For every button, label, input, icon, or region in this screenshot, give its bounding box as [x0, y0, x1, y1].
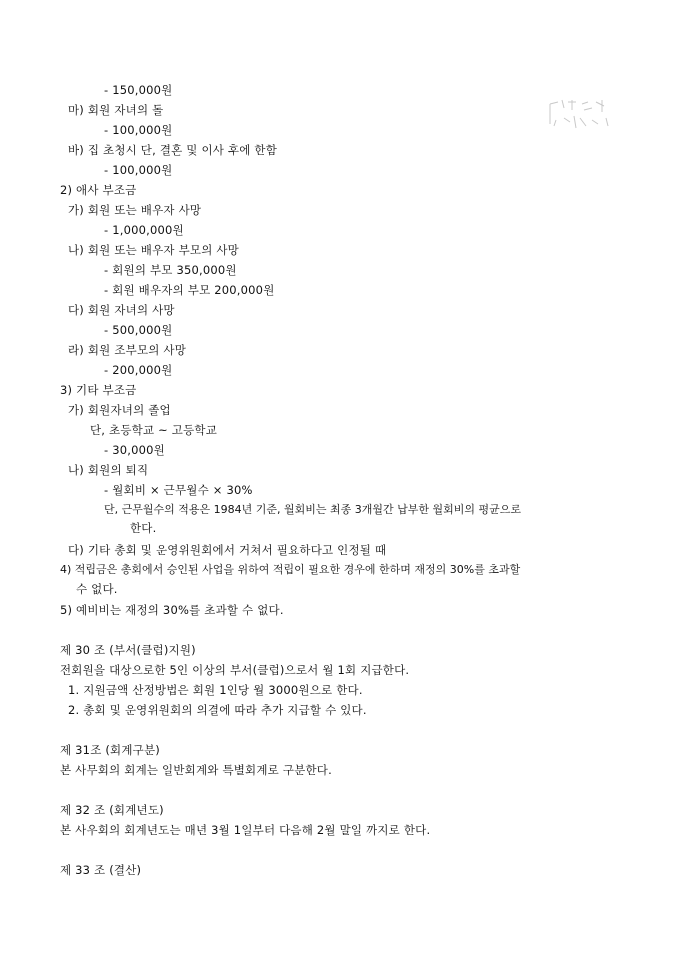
faint-stamp-mark [546, 96, 612, 132]
text-line: 라) 회원 조부모의 사망 [68, 343, 187, 357]
text-line: 본 사우회의 회계년도는 매년 3월 1일부터 다음해 2월 말일 까지로 한다. [60, 823, 431, 837]
text-line: - 회원의 부모 350,000원 [104, 263, 237, 277]
article-heading: 제 32 조 (회계년도) [60, 803, 164, 817]
text-line: - 500,000원 [104, 323, 173, 337]
text-line: 본 사무회의 회계는 일반회계와 특별회계로 구분한다. [60, 763, 332, 777]
text-line: 1. 지원금액 산정방법은 회원 1인당 월 3000원으로 한다. [68, 683, 363, 697]
text-line: 가) 회원자녀의 졸업 [68, 403, 171, 417]
text-line: 2. 총회 및 운영위원회의 의결에 따라 추가 지급할 수 있다. [68, 703, 367, 717]
text-line: - 1,000,000원 [104, 223, 184, 237]
section-heading: 2) 애사 부조금 [60, 183, 137, 197]
text-line: 가) 회원 또는 배우자 사망 [68, 203, 202, 217]
text-line: 다) 기타 총회 및 운영위원회에서 거쳐서 필요하다고 인정될 때 [68, 543, 387, 557]
article-heading: 제 33 조 (결산) [60, 863, 142, 877]
section-heading: 3) 기타 부조금 [60, 383, 137, 397]
text-line: - 30,000원 [104, 443, 165, 457]
text-line: 단, 초등학교 ~ 고등학교 [90, 423, 218, 437]
text-line: 수 없다. [76, 582, 118, 596]
text-line: - 100,000원 [104, 123, 173, 137]
text-line: 다) 회원 자녀의 사망 [68, 303, 175, 317]
text-line: - 100,000원 [104, 163, 173, 177]
text-line: 나) 회원 또는 배우자 부모의 사망 [68, 243, 239, 257]
text-line: 단, 근무월수의 적용은 1984년 기준, 월회비는 최종 3개월간 납부한 월회비의 평균으로 [104, 503, 521, 516]
article-heading: 제 30 조 (부서(클럽)지원) [60, 643, 196, 657]
text-line: 나) 회원의 퇴직 [68, 463, 149, 477]
text-line: 마) 회원 자녀의 돌 [68, 103, 164, 117]
text-line: 한다. [130, 521, 157, 535]
text-line: 4) 적립금은 총회에서 승인된 사업을 위하여 적립이 필요한 경우에 한하며 재정의 30%를 초과할 [60, 563, 521, 576]
text-line: 5) 예비비는 재정의 30%를 초과할 수 없다. [60, 603, 284, 617]
text-line: - 200,000원 [104, 363, 173, 377]
text-line: 전회원을 대상으로한 5인 이상의 부서(클럽)으로서 월 1회 지급한다. [60, 663, 410, 677]
text-line: - 월회비 × 근무월수 × 30% [104, 483, 253, 497]
text-line: 바) 집 초청시 단, 결혼 및 이사 후에 한함 [68, 143, 278, 157]
text-line: - 150,000원 [104, 83, 173, 97]
article-heading: 제 31조 (회계구분) [60, 743, 160, 757]
text-line: - 회원 배우자의 부모 200,000원 [104, 283, 275, 297]
